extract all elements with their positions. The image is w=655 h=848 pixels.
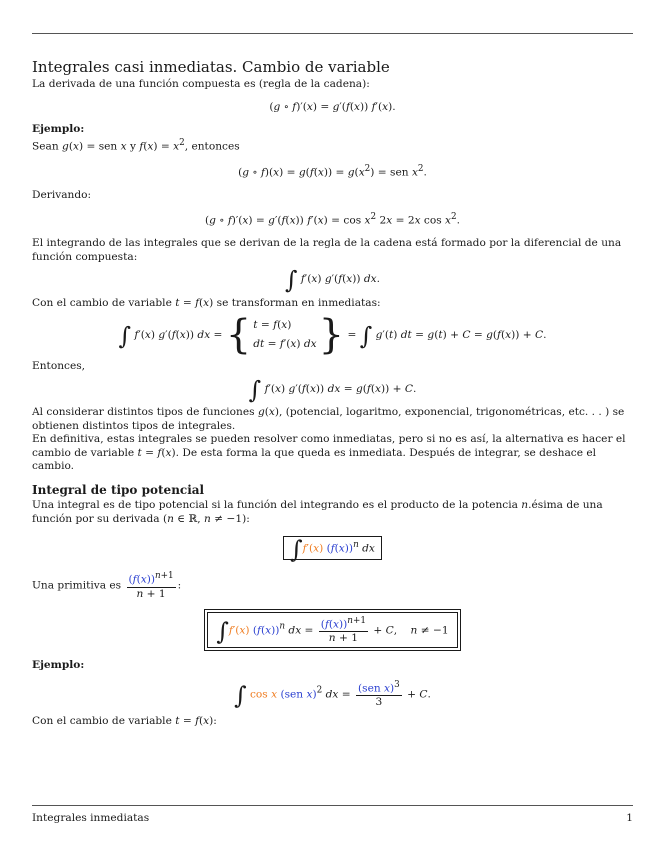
- footer-title: Integrales inmediatas: [32, 812, 150, 824]
- intro-text: La derivada de una función compuesta es (regla de la cadena):: [32, 78, 370, 90]
- section-potencial-heading: Integral de tipo potencial: [32, 482, 205, 497]
- potencial-integral-boxed: ∫f′(x) $(f(x))^n$ dx: [32, 536, 633, 560]
- integrando-text: El integrando de las integrales que se derivan de la regla de la cadena está formado por la diferencial de una función compuesta:: [32, 237, 622, 263]
- entonces-text: Entonces,: [32, 360, 86, 373]
- tipos-text: Al considerar distintos tipos de funciones g(x), (potencial, logaritmo, exponencial, trigonométricas, etc. . . ) se obtienen distintos tipos de integrales.: [32, 406, 625, 432]
- composition-equation: (g ∘ $f)(x) = g(f(x)) = g(x^2)$ = sen $x^2$.: [238, 163, 427, 179]
- definitiva-text: En definitiva, estas integrales se pueden resolver como inmediatas, pero si no es así, la alternativa es hacer el cambio de variable t = f(x). De esta forma la que queda es inmediata. Después de integrar, se deshace el cambio.: [32, 433, 626, 473]
- page-number: 1: [626, 812, 633, 824]
- final-text: Con el cambio de variable t = f(x):: [32, 715, 217, 728]
- section-title: Integrales casi inmediatas. Cambio de variable: [32, 58, 390, 76]
- example-label-2: Ejemplo:: [32, 659, 85, 672]
- example-potencial-equation: ∫ cos x (sen x)$^2$ dx = $\frac{(sen x)^3}{3}$ + C.: [234, 679, 431, 709]
- footer-rule: [32, 805, 633, 806]
- primitiva-text: Una primitiva es $\frac{(f(x))^{n+1}}{n + 1}$ :: [32, 571, 182, 600]
- document-page: [32, 59, 633, 729]
- header-rule: [32, 33, 633, 34]
- potencial-formula-double-boxed: ∫f′(x) $(f(x))^n$ dx = $\frac{(f(x))^{n+1}}{n + 1}$ + C, n ≠ −1: [32, 609, 633, 652]
- cambio-text: Con el cambio de variable t = f(x) se transforman en inmediatas:: [32, 296, 381, 309]
- potencial-text: Una integral es de tipo potencial si la función del integrando es el producto de la potencia n.ésima de una función por su derivada (n ∈ ℝ, n ≠ −1):: [32, 499, 603, 525]
- derivando-text: Derivando:: [32, 188, 92, 201]
- substitution-equation: ∫ f′(x) g′(f(x)) dx = { t = f(x) dt = f′(x) dx} = ∫ g′(t) dt = g(t) + C = g(f(x)) + C.: [118, 312, 547, 359]
- general-integral-equation: ∫ f′(x) g′(f(x)) dx.: [284, 266, 381, 295]
- chain-rule-equation: (g ∘ f)′(x) = g′(f(x)) f′(x).: [269, 100, 396, 113]
- example-sean-text: Sean g(x) = sen x y $f(x) = x^2$, entonces: [32, 137, 240, 153]
- result-equation: ∫ f′(x) g′(f(x)) dx = g(f(x)) + C.: [248, 375, 417, 404]
- derivative-equation: (g ∘ f)′(x) = g′(f(x)) $f'(x) = \cos x^2$ 2x = 2x $\cos x^2$.: [204, 212, 461, 227]
- example-label: Ejemplo:: [32, 123, 85, 135]
